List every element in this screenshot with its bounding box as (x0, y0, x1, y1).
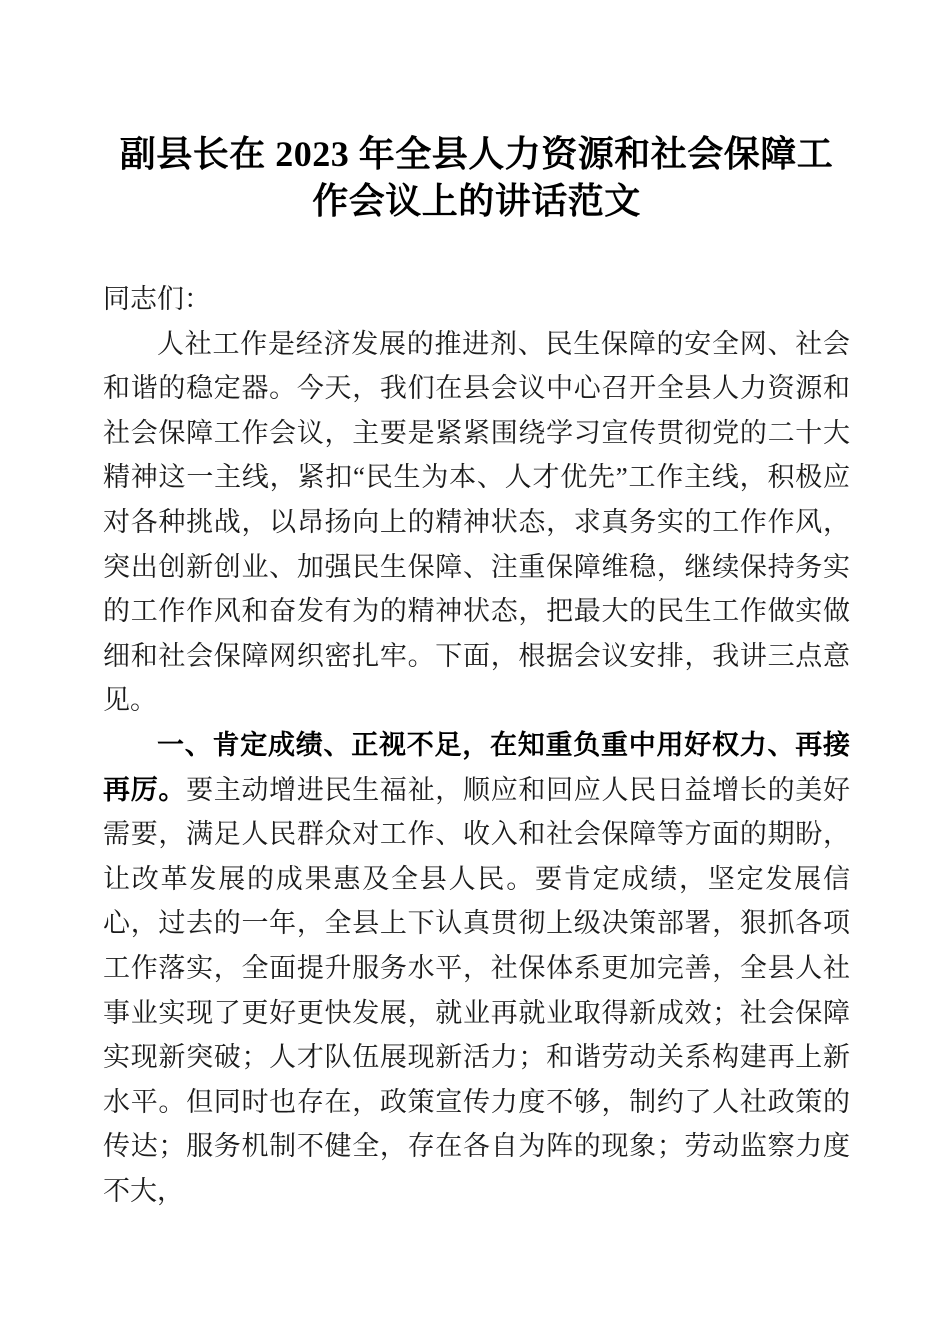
document-title: 副县长在 2023 年全县人力资源和社会保障工作会议上的讲话范文 (119, 134, 834, 221)
paragraph-1-text-run: 人社工作是经济发展的推进剂、民生保障的安全网、社会和谐的稳定器。今天，我们在县会议中心召开全县人力资源和社会保障工作会议，主要是紧紧围绕学习宣传贯彻党的二十大精神这一主线，紧扣“民生为本、人才优先”工作主线，积极应对各种挑战，以昂扬向上的精神状态，求真务实的工作作风，突出创新创业、加强民生保障、注重保障维稳，继续保持务实的工作作风和奋发有为的精神状态，把最大的民生工作做实做细和社会保障网织密扎牢。下面，根据会议安排，我讲三点意见。 (103, 328, 850, 716)
body-paragraph-1 (103, 322, 850, 723)
document-body (103, 277, 850, 1213)
salutation-line: 同志们： (103, 284, 211, 314)
paragraph-2-text-run: 要主动增进民生福祉，顺应和回应人民日益增长的美好需要，满足人民群众对工作、收入和社会保障等方面的期盼，让改革发展的成果惠及全县人民。要肯定成绩，坚定发展信心，过去的一年，全县上下认真贯彻上级决策部署，狠抓各项工作落实，全面提升服务水平，社保体系更加完善，全县人社事业实现了更好更快发展，就业再就业取得新成效；社会保障实现新突破；人才队伍展现新活力；和谐劳动关系构建再上新水平。但同时也存在，政策宣传力度不够，制约了人社政策的传达；服务机制不健全，存在各自为阵的现象；劳动监察力度不大， (103, 774, 851, 1206)
section-heading-run: 一、肯定成绩、正视不足，在知重负重中用好权力、再接再厉。 (103, 729, 850, 805)
body-paragraph-2 (103, 723, 850, 1214)
